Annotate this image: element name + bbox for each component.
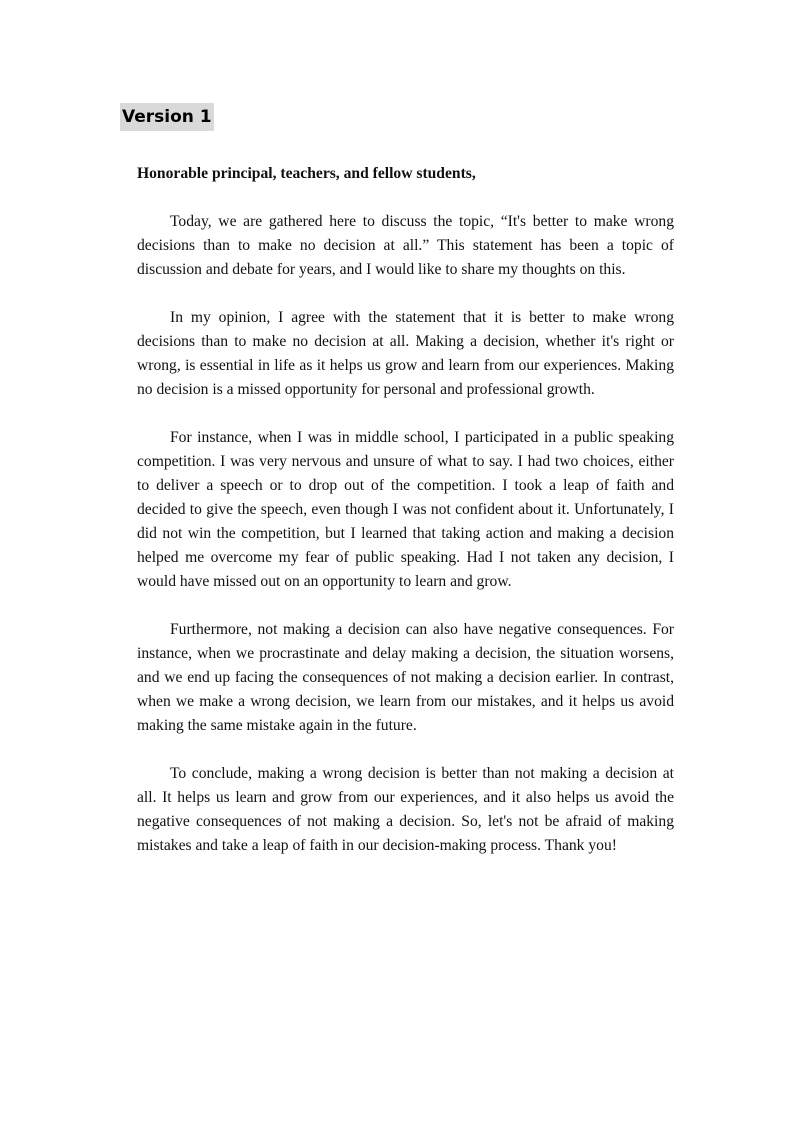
paragraph-example: For instance, when I was in middle school, I participated in a public speaking competition. I was very nervous and unsure of what to say. I had two choices, either to deliver a speech or to drop out of the competition. I took a leap of faith and decided to give the speech, even though I was not confident about it. Unfortunately, I did not win the competition, but I learned that taking action and making a decision helped me overcome my fear of public speaking. Had I not taken any decision, I would have missed out on an opportunity to learn and grow.: [137, 429, 674, 590]
version-heading: Version 1: [120, 103, 214, 131]
paragraph-conclusion: To conclude, making a wrong decision is better than not making a decision at all. It helps us learn and grow from our experiences, and it also helps us avoid the negative consequences of not making a decision. So, let's not be afraid of making mistakes and take a leap of faith in our decision-making process. Thank you!: [137, 765, 674, 854]
paragraph-opinion: In my opinion, I agree with the statement that it is better to make wrong decisions than to make no decision at all. Making a decision, whether it's right or wrong, is essential in life as it helps us grow and learn from our experiences. Making no decision is a missed opportunity for personal and professional growth.: [137, 309, 674, 398]
paragraph-intro: Today, we are gathered here to discuss the topic, “It's better to make wrong decisions than to make no decision at all.” This statement has been a topic of discussion and debate for years, and I would like to share my thoughts on this.: [137, 213, 674, 278]
speech-body: [137, 162, 674, 882]
salutation: Honorable principal, teachers, and fellow students,: [137, 165, 476, 182]
paragraph-consequences: Furthermore, not making a decision can also have negative consequences. For instance, when we procrastinate and delay making a decision, the situation worsens, and we end up facing the consequences of not making a decision earlier. In contrast, when we make a wrong decision, we learn from our mistakes, and it helps us avoid making the same mistake again in the future.: [137, 621, 674, 734]
